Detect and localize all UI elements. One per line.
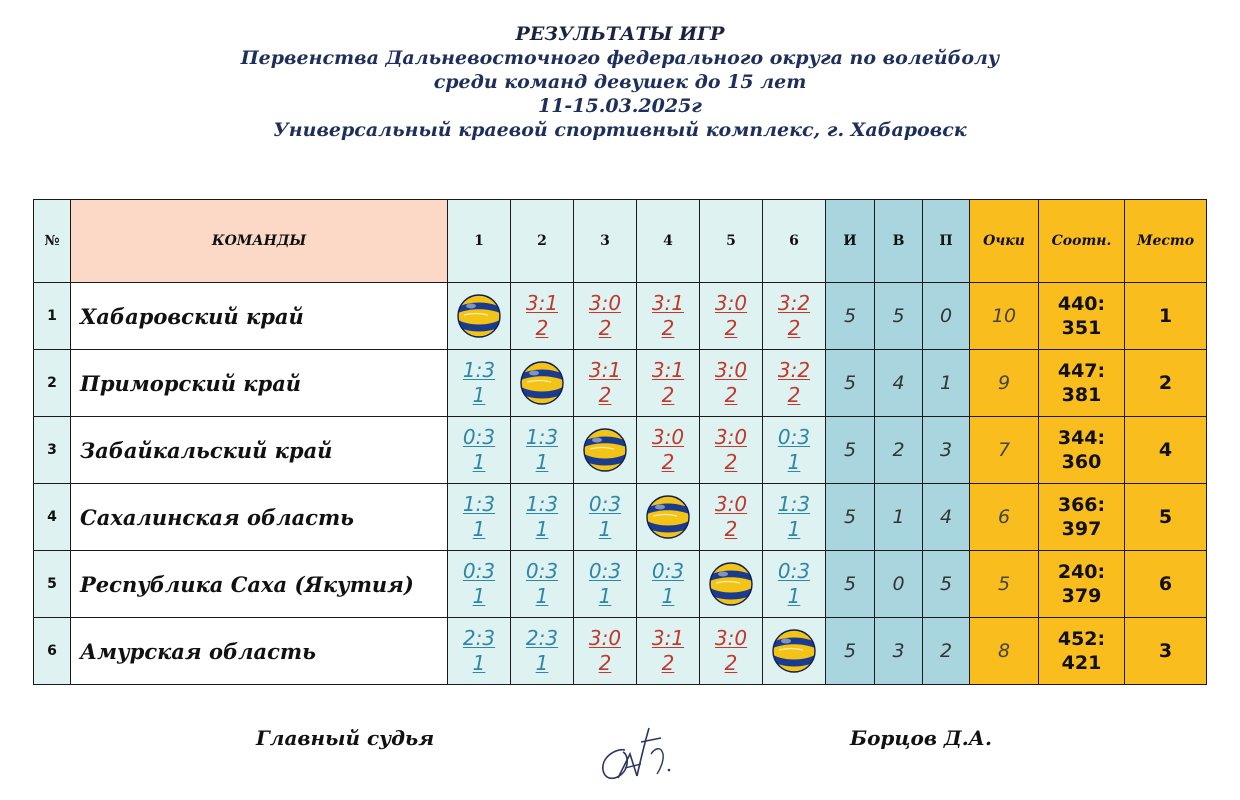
row-number: 1 xyxy=(34,283,71,350)
self-match-cell xyxy=(700,551,763,618)
match-score xyxy=(526,492,558,542)
match-points: 1 xyxy=(472,450,486,474)
match-result-cell xyxy=(637,618,700,685)
set-score: 1:3 xyxy=(525,425,559,449)
set-score: 3:0 xyxy=(714,626,748,650)
set-score: 3:1 xyxy=(651,291,685,315)
match-score xyxy=(778,492,810,542)
set-score: 3:1 xyxy=(588,358,622,382)
ratio-conceded: 381 xyxy=(1061,384,1102,406)
header-place: Место xyxy=(1125,200,1207,283)
set-score: 0:3 xyxy=(777,425,811,449)
volleyball-icon xyxy=(645,494,691,540)
event-dates: 11-15.03.2025г xyxy=(537,95,702,117)
match-score xyxy=(715,492,747,542)
match-points: 1 xyxy=(787,450,801,474)
match-score xyxy=(652,358,684,408)
set-score: 0:3 xyxy=(525,559,559,583)
header-game-3: 3 xyxy=(574,200,637,283)
match-score xyxy=(652,425,684,475)
ratio-conceded: 351 xyxy=(1061,317,1102,339)
points-ratio xyxy=(1039,551,1125,618)
header-game-6: 6 xyxy=(763,200,826,283)
points-ratio xyxy=(1039,484,1125,551)
match-score xyxy=(463,626,495,676)
chief-judge-name: Борцов Д.А. xyxy=(850,726,992,750)
ratio-scored: 240: xyxy=(1057,561,1106,583)
header-teams: КОМАНДЫ xyxy=(71,200,448,283)
match-result-cell xyxy=(511,551,574,618)
final-place: 1 xyxy=(1125,283,1207,350)
chief-judge-label: Главный судья xyxy=(256,726,435,750)
team-name: Сахалинская область xyxy=(71,484,448,551)
match-result-cell xyxy=(574,618,637,685)
table-row xyxy=(34,551,1207,618)
volleyball-icon xyxy=(582,427,628,473)
match-points: 1 xyxy=(472,517,486,541)
match-score xyxy=(463,425,495,475)
header-won: В xyxy=(875,200,923,283)
points-ratio xyxy=(1039,618,1125,685)
points: 10 xyxy=(970,283,1039,350)
match-result-cell xyxy=(700,618,763,685)
volleyball-icon xyxy=(708,561,754,607)
set-score: 3:0 xyxy=(651,425,685,449)
set-score: 3:0 xyxy=(588,626,622,650)
document-title: РЕЗУЛЬТАТЫ ИГР xyxy=(515,23,725,45)
match-result-cell xyxy=(448,417,511,484)
match-result-cell xyxy=(763,283,826,350)
team-name: Амурская область xyxy=(71,618,448,685)
match-result-cell xyxy=(511,484,574,551)
set-score: 0:3 xyxy=(588,492,622,516)
row-number: 6 xyxy=(34,618,71,685)
header-points: Очки xyxy=(970,200,1039,283)
final-place: 4 xyxy=(1125,417,1207,484)
points-ratio xyxy=(1039,417,1125,484)
match-result-cell xyxy=(700,417,763,484)
ratio-conceded: 421 xyxy=(1061,652,1102,674)
match-result-cell xyxy=(700,484,763,551)
match-score xyxy=(589,626,621,676)
set-score: 3:0 xyxy=(588,291,622,315)
match-result-cell xyxy=(763,417,826,484)
header-num: № xyxy=(34,200,71,283)
set-score: 3:1 xyxy=(651,626,685,650)
match-score xyxy=(715,358,747,408)
match-points: 1 xyxy=(598,517,612,541)
match-result-cell xyxy=(511,618,574,685)
match-score xyxy=(589,492,621,542)
signature-image xyxy=(585,698,695,798)
header-game-2: 2 xyxy=(511,200,574,283)
games-won: 0 xyxy=(875,551,923,618)
set-score: 0:3 xyxy=(651,559,685,583)
set-score: 3:2 xyxy=(777,291,811,315)
match-score xyxy=(778,358,810,408)
set-score: 1:3 xyxy=(525,492,559,516)
match-points: 2 xyxy=(598,651,612,675)
ratio-scored: 344: xyxy=(1057,427,1106,449)
final-place: 2 xyxy=(1125,350,1207,417)
table-row xyxy=(34,484,1207,551)
match-result-cell xyxy=(574,350,637,417)
match-score xyxy=(778,291,810,341)
ratio-conceded: 360 xyxy=(1061,451,1102,473)
self-match-cell xyxy=(574,417,637,484)
match-result-cell xyxy=(574,484,637,551)
points-ratio xyxy=(1039,350,1125,417)
match-score xyxy=(589,291,621,341)
results-table xyxy=(33,199,1207,685)
final-place: 5 xyxy=(1125,484,1207,551)
games-played: 5 xyxy=(826,618,875,685)
team-name: Хабаровский край xyxy=(71,283,448,350)
match-points: 2 xyxy=(661,450,675,474)
set-score: 3:0 xyxy=(714,425,748,449)
match-score xyxy=(589,559,621,609)
ratio-scored: 366: xyxy=(1057,494,1106,516)
match-result-cell xyxy=(511,417,574,484)
header-game-4: 4 xyxy=(637,200,700,283)
match-result-cell xyxy=(574,283,637,350)
games-lost: 5 xyxy=(923,551,970,618)
match-points: 1 xyxy=(598,584,612,608)
games-played: 5 xyxy=(826,350,875,417)
match-result-cell xyxy=(511,283,574,350)
header-played: И xyxy=(826,200,875,283)
set-score: 1:3 xyxy=(777,492,811,516)
set-score: 1:3 xyxy=(462,492,496,516)
match-score xyxy=(526,425,558,475)
volleyball-icon xyxy=(519,360,565,406)
match-score xyxy=(715,425,747,475)
match-score xyxy=(778,425,810,475)
final-place: 3 xyxy=(1125,618,1207,685)
points-ratio xyxy=(1039,283,1125,350)
match-points: 2 xyxy=(787,316,801,340)
match-points: 2 xyxy=(724,651,738,675)
match-score xyxy=(526,559,558,609)
match-points: 2 xyxy=(724,450,738,474)
table-row xyxy=(34,618,1207,685)
match-result-cell xyxy=(700,283,763,350)
match-result-cell xyxy=(637,417,700,484)
match-score xyxy=(652,291,684,341)
set-score: 0:3 xyxy=(588,559,622,583)
match-score xyxy=(589,358,621,408)
event-venue: Универсальный краевой спортивный комплекс, г. Хабаровск xyxy=(273,119,967,141)
match-result-cell xyxy=(763,350,826,417)
points: 8 xyxy=(970,618,1039,685)
games-lost: 0 xyxy=(923,283,970,350)
match-points: 1 xyxy=(472,584,486,608)
games-won: 5 xyxy=(875,283,923,350)
header-ratio: Соотн. xyxy=(1039,200,1125,283)
match-points: 2 xyxy=(598,316,612,340)
match-result-cell xyxy=(763,551,826,618)
match-points: 1 xyxy=(535,651,549,675)
set-score: 2:3 xyxy=(462,626,496,650)
match-points: 2 xyxy=(661,383,675,407)
set-score: 1:3 xyxy=(462,358,496,382)
ratio-conceded: 379 xyxy=(1061,585,1102,607)
games-played: 5 xyxy=(826,283,875,350)
self-match-cell xyxy=(763,618,826,685)
match-points: 2 xyxy=(724,517,738,541)
match-score xyxy=(463,492,495,542)
ratio-scored: 452: xyxy=(1057,628,1106,650)
volleyball-icon xyxy=(771,628,817,674)
championship-name: Первенства Дальневосточного федерального округа по волейболу xyxy=(240,47,1000,69)
games-lost: 2 xyxy=(923,618,970,685)
games-lost: 3 xyxy=(923,417,970,484)
ratio-scored: 440: xyxy=(1057,293,1106,315)
set-score: 2:3 xyxy=(525,626,559,650)
points: 9 xyxy=(970,350,1039,417)
match-score xyxy=(463,358,495,408)
match-result-cell xyxy=(574,551,637,618)
set-score: 3:0 xyxy=(714,291,748,315)
set-score: 3:0 xyxy=(714,358,748,382)
games-lost: 4 xyxy=(923,484,970,551)
games-won: 3 xyxy=(875,618,923,685)
match-points: 1 xyxy=(472,651,486,675)
row-number: 2 xyxy=(34,350,71,417)
set-score: 3:0 xyxy=(714,492,748,516)
team-name: Приморский край xyxy=(71,350,448,417)
set-score: 3:2 xyxy=(777,358,811,382)
match-result-cell xyxy=(700,350,763,417)
set-score: 0:3 xyxy=(777,559,811,583)
match-result-cell xyxy=(763,484,826,551)
header-game-1: 1 xyxy=(448,200,511,283)
match-points: 2 xyxy=(598,383,612,407)
self-match-cell xyxy=(448,283,511,350)
set-score: 3:1 xyxy=(651,358,685,382)
games-won: 2 xyxy=(875,417,923,484)
match-result-cell xyxy=(448,484,511,551)
match-points: 1 xyxy=(661,584,675,608)
match-points: 1 xyxy=(787,584,801,608)
match-score xyxy=(715,626,747,676)
games-played: 5 xyxy=(826,417,875,484)
match-score xyxy=(778,559,810,609)
category-name: среди команд девушек до 15 лет xyxy=(433,71,807,93)
row-number: 3 xyxy=(34,417,71,484)
team-name: Забайкальский край xyxy=(71,417,448,484)
row-number: 4 xyxy=(34,484,71,551)
match-points: 2 xyxy=(661,651,675,675)
match-points: 2 xyxy=(661,316,675,340)
table-header-row xyxy=(34,200,1207,283)
match-points: 1 xyxy=(535,517,549,541)
ratio-scored: 447: xyxy=(1057,360,1106,382)
match-result-cell xyxy=(637,350,700,417)
header-game-5: 5 xyxy=(700,200,763,283)
match-points: 1 xyxy=(787,517,801,541)
match-result-cell xyxy=(637,283,700,350)
points: 6 xyxy=(970,484,1039,551)
match-result-cell xyxy=(448,350,511,417)
table-row xyxy=(34,283,1207,350)
final-place: 6 xyxy=(1125,551,1207,618)
games-won: 1 xyxy=(875,484,923,551)
match-points: 2 xyxy=(724,316,738,340)
games-lost: 1 xyxy=(923,350,970,417)
team-name: Республика Саха (Якутия) xyxy=(71,551,448,618)
match-points: 2 xyxy=(535,316,549,340)
set-score: 0:3 xyxy=(462,425,496,449)
header-lost: П xyxy=(923,200,970,283)
match-points: 1 xyxy=(472,383,486,407)
table-row xyxy=(34,350,1207,417)
set-score: 0:3 xyxy=(462,559,496,583)
match-result-cell xyxy=(448,551,511,618)
row-number: 5 xyxy=(34,551,71,618)
games-played: 5 xyxy=(826,484,875,551)
match-points: 1 xyxy=(535,584,549,608)
match-score xyxy=(463,559,495,609)
document-header xyxy=(0,22,1240,142)
games-played: 5 xyxy=(826,551,875,618)
self-match-cell xyxy=(637,484,700,551)
points: 5 xyxy=(970,551,1039,618)
match-points: 2 xyxy=(787,383,801,407)
match-score xyxy=(652,626,684,676)
match-result-cell xyxy=(448,618,511,685)
self-match-cell xyxy=(511,350,574,417)
ratio-conceded: 397 xyxy=(1061,518,1102,540)
match-score xyxy=(715,291,747,341)
set-score: 3:1 xyxy=(525,291,559,315)
volleyball-icon xyxy=(456,293,502,339)
match-points: 2 xyxy=(724,383,738,407)
table-row xyxy=(34,417,1207,484)
match-points: 1 xyxy=(535,450,549,474)
match-score xyxy=(652,559,684,609)
match-score xyxy=(526,291,558,341)
games-won: 4 xyxy=(875,350,923,417)
match-result-cell xyxy=(637,551,700,618)
match-score xyxy=(526,626,558,676)
points: 7 xyxy=(970,417,1039,484)
